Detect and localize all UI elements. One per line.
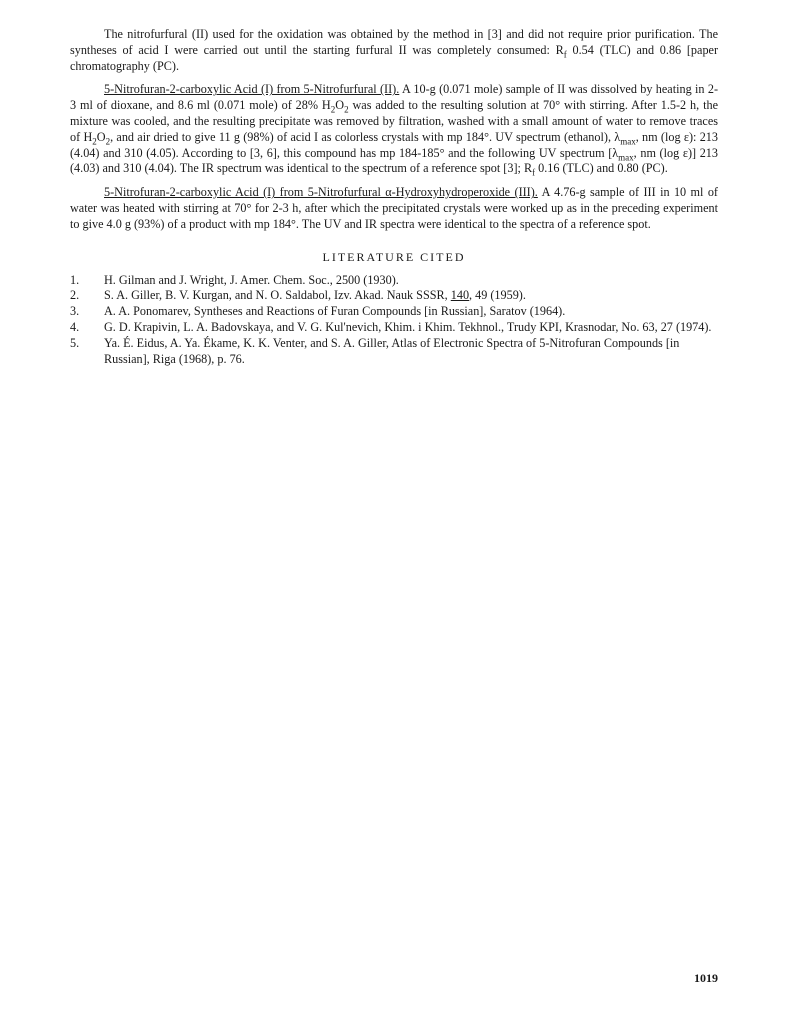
paragraph-nitrofurfural-source: The nitrofurfural (II) used for the oxidation was obtained by the method in [3] and did not require prior purification. The syntheses of acid I were carried out until the starting furfural II was completely consumed: $R_f$ 0.54 (TLC) and 0.86 [paper chromatography (PC). [70, 27, 719, 73]
reference-number: 3. [70, 304, 80, 319]
reference-item [70, 304, 718, 320]
reference-item [70, 288, 718, 304]
volume-number: 140 [450, 288, 470, 303]
reference-item [70, 273, 718, 289]
reference-text: Ya. É. Eidus, A. Ya. Ékame, K. K. Venter, and S. A. Giller, Atlas of Electronic Spectra of 5-Nitrofuran Compounds [in Russian], Riga (1968), p. 76. [104, 335, 680, 366]
reference-text: A. A. Ponomarev, Syntheses and Reactions of Furan Compounds [in Russian], Saratov (1964). [104, 304, 566, 319]
section-heading: 5-Nitrofuran-2-carboxylic Acid (I) from 5-Nitrofurfural (II). [104, 82, 400, 97]
paragraph-synthesis-from-ii: 5-Nitrofuran-2-carboxylic Acid (I) from 5-Nitrofurfural (II). A 10-g (0.071 mole) sample of II was dissolved by heating in 2-3 ml of dioxane, and 8.6 ml (0.071 mole) of 28% $H_2O_2$ was added to the resulting solution at 70° with stirring. After 1.5-2 h, the mixture was cooled, and the resulting precipitate was removed by filtration, washed with a small amount of water to remove traces of $H_2O_2$, and air dried to give 11 g (98%) of acid I as colorless crystals with mp 184°. UV spectrum (ethanol), $\lambda_{max}$, nm (log ε): 213 (4.04) and 310 (4.05). According to [3, 6], this compound has mp 184-185° and the following UV spectrum [$\lambda_{max}$, nm (log ε)] 213 (4.03) and 310 (4.04). The IR spectrum was identical to the spectrum of a reference spot [3]; $R_f$ 0.16 (TLC) and 0.80 (PC). [70, 82, 719, 178]
paragraph-synthesis-from-iii: 5-Nitrofuran-2-carboxylic Acid (I) from 5-Nitrofurfural α-Hydroxyhydroperoxide (III). A 4.76-g sample of III in 10 ml of water was heated with stirring at 70° for 2-3 h, after which the precipitated crystals were worked up as in the preceding experiment to give 4.0 g (93%) of a product with mp 184°. The UV and IR spectra were identical to the spectra of a reference spot. [70, 185, 718, 231]
reference-number: 5. [70, 335, 80, 350]
section-heading: 5-Nitrofuran-2-carboxylic Acid (I) from 5-Nitrofurfural α-Hydroxyhydroperoxide (III). [104, 185, 538, 200]
article-body [70, 27, 718, 367]
reference-number: 4. [70, 319, 80, 334]
reference-item [70, 336, 718, 368]
reference-number: 1. [70, 272, 80, 287]
reference-text: S. A. Giller, B. V. Kurgan, and N. O. Saldabol, Izv. Akad. Nauk SSSR, 140, 49 (1959). [104, 288, 526, 303]
reference-item [70, 320, 718, 336]
literature-cited-heading: LITERATURE CITED [322, 249, 466, 264]
page-number: 1019 [694, 971, 718, 985]
reference-text: H. Gilman and J. Wright, J. Amer. Chem. Soc., 2500 (1930). [104, 272, 399, 287]
reference-list [70, 273, 718, 368]
reference-text: G. D. Krapivin, L. A. Badovskaya, and V. G. Kul'nevich, Khim. i Khim. Tekhnol., Trudy KPI, Krasnodar, No. 63, 27 (1974). [104, 319, 712, 334]
reference-number: 2. [70, 288, 80, 303]
